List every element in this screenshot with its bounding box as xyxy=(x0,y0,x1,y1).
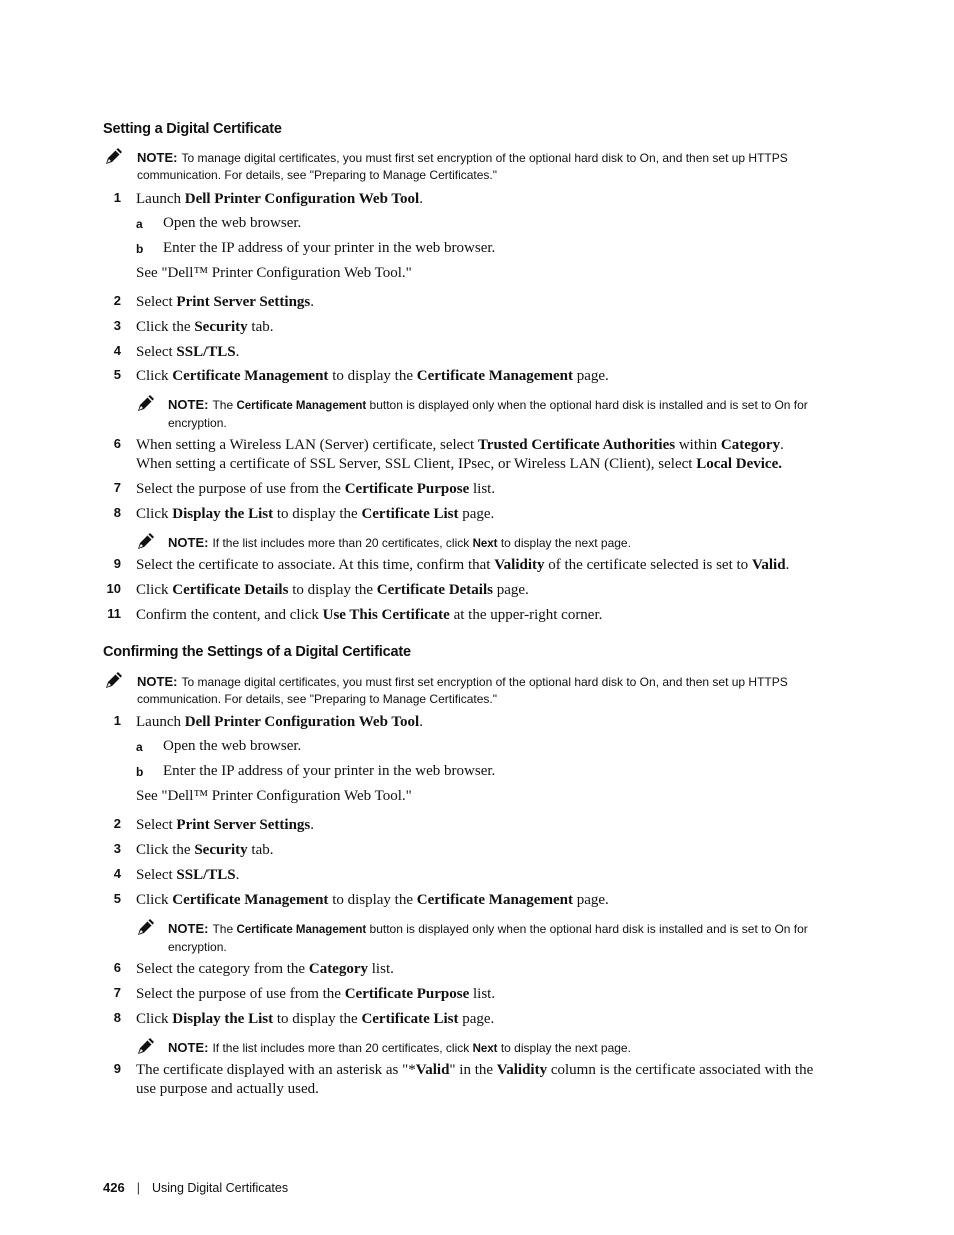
note: NOTE: If the list includes more than 20 certificates, click Next to display the next page. xyxy=(168,535,631,550)
step-text: Click Display the List to display the Certificate List page. xyxy=(136,506,495,522)
step-number: 10 xyxy=(106,581,121,596)
step-number: 1 xyxy=(113,713,121,728)
note-label: NOTE: xyxy=(168,1040,209,1055)
note-pencil-icon xyxy=(136,531,156,551)
step-item xyxy=(0,606,840,628)
step-text: Click Certificate Management to display the Certificate Management page. xyxy=(136,892,609,908)
substep-item xyxy=(0,215,840,237)
step-number: 2 xyxy=(113,293,121,308)
step-text: Confirm the content, and click Use This Certificate at the upper-right corner. xyxy=(136,607,603,623)
step-text: The certificate displayed with an asterisk as "*Valid" in the Validity column is the certificate associated with the use purpose and actually used. xyxy=(136,1062,814,1097)
note-pencil-icon xyxy=(136,1036,156,1056)
note-label: NOTE: xyxy=(137,150,178,165)
note-text: encryption. xyxy=(168,416,227,430)
substep-text: Enter the IP address of your printer in the web browser. xyxy=(163,240,496,256)
step-text: Select the certificate to associate. At this time, confirm that Validity of the certificate selected is set to Valid. xyxy=(136,557,790,573)
step-item xyxy=(0,985,840,1007)
step-item xyxy=(0,841,840,863)
note: NOTE: The Certificate Management button is displayed only when the optional hard disk is installed and is set to On for encryption. xyxy=(168,921,808,954)
step-item xyxy=(0,556,840,578)
step-number: 6 xyxy=(113,960,121,975)
note-text: To manage digital certificates, you must first set encryption of the optional hard disk to On, and then set up HTTPS xyxy=(181,675,788,689)
section-heading: Confirming the Settings of a Digital Certificate xyxy=(103,644,411,660)
note-text: communication. For details, see "Preparing to Manage Certificates." xyxy=(137,692,498,706)
substep-item xyxy=(0,763,840,785)
step-number: 7 xyxy=(113,985,121,1000)
substep-item xyxy=(0,240,840,262)
step-text: When setting a Wireless LAN (Server) certificate, select Trusted Certificate Authorities within Category. When setting a certificate of SSL Server, SSL Client, IPsec, or Wireless LAN (Client), select Local Device. xyxy=(136,437,784,472)
step-text: Select SSL/TLS. xyxy=(136,344,240,360)
note-pencil-icon xyxy=(136,393,156,413)
note-pencil-icon xyxy=(136,917,156,937)
section-heading: Setting a Digital Certificate xyxy=(103,121,282,137)
substep-text: Enter the IP address of your printer in the web browser. xyxy=(163,763,496,779)
step-text: Select SSL/TLS. xyxy=(136,867,240,883)
note: NOTE: If the list includes more than 20 certificates, click Next to display the next page. xyxy=(168,1040,631,1055)
substep-letter: b xyxy=(136,765,144,779)
step-item xyxy=(0,343,840,365)
note-label: NOTE: xyxy=(168,535,209,550)
step-number: 4 xyxy=(113,343,121,358)
step-text: Click the Security tab. xyxy=(136,842,274,858)
step-number: 7 xyxy=(113,480,121,495)
step-number: 8 xyxy=(113,1010,121,1025)
note-pencil-icon xyxy=(104,146,124,166)
step-number: 3 xyxy=(113,841,121,856)
step-text: Select the category from the Category list. xyxy=(136,961,394,977)
note-label: NOTE: xyxy=(168,397,209,412)
step-number: 8 xyxy=(113,505,121,520)
step-item xyxy=(0,318,840,340)
step-text: Click the Security tab. xyxy=(136,319,274,335)
step-item xyxy=(0,891,840,913)
step-item xyxy=(0,436,840,478)
note-text: encryption. xyxy=(168,940,227,954)
page-footer xyxy=(103,1180,288,1195)
step-item xyxy=(0,1061,840,1103)
step-item xyxy=(0,1010,840,1032)
note xyxy=(137,673,788,708)
step-item xyxy=(0,581,840,603)
step-item xyxy=(0,480,840,502)
substep-text: Open the web browser. xyxy=(163,738,302,754)
step-number: 1 xyxy=(113,190,121,205)
see-reference: See "Dell™ Printer Configuration Web Tool." xyxy=(136,265,412,281)
step-number: 9 xyxy=(113,556,121,571)
substep-letter: a xyxy=(136,740,143,754)
step-text: Select Print Server Settings. xyxy=(136,294,315,310)
step-number: 5 xyxy=(113,367,121,382)
step-item xyxy=(0,866,840,888)
step-text: Launch Dell Printer Configuration Web Tool. xyxy=(136,714,423,730)
step-number: 2 xyxy=(113,816,121,831)
step-text: Select Print Server Settings. xyxy=(136,817,315,833)
footer-separator: | xyxy=(136,1181,140,1195)
note: NOTE: The Certificate Management button is displayed only when the optional hard disk is installed and is set to On for encryption. xyxy=(168,397,808,430)
chapter-title: Using Digital Certificates xyxy=(151,1181,289,1195)
step-item xyxy=(0,190,840,212)
substep-letter: a xyxy=(136,217,143,231)
substep-text: Open the web browser. xyxy=(163,215,302,231)
step-number: 9 xyxy=(113,1061,121,1076)
step-text: Select the purpose of use from the Certificate Purpose list. xyxy=(136,986,496,1002)
substep-item xyxy=(0,738,840,760)
step-item xyxy=(0,505,840,527)
note-label: NOTE: xyxy=(168,921,209,936)
step-number: 5 xyxy=(113,891,121,906)
note-label: NOTE: xyxy=(137,674,178,689)
step-number: 6 xyxy=(113,436,121,451)
substep-letter: b xyxy=(136,242,144,256)
step-text: Select the purpose of use from the Certificate Purpose list. xyxy=(136,481,496,497)
step-item xyxy=(0,293,840,315)
step-item xyxy=(0,816,840,838)
step-item xyxy=(0,960,840,982)
step-text: Click Certificate Details to display the Certificate Details page. xyxy=(136,582,529,598)
see-reference: See "Dell™ Printer Configuration Web Tool." xyxy=(136,788,412,804)
step-item xyxy=(0,367,840,389)
step-text: Launch Dell Printer Configuration Web Tool. xyxy=(136,191,423,207)
step-item xyxy=(0,713,840,735)
note-pencil-icon xyxy=(104,670,124,690)
note-text: To manage digital certificates, you must first set encryption of the optional hard disk to On, and then set up HTTPS xyxy=(181,151,788,165)
step-number: 11 xyxy=(107,606,121,621)
note-text: communication. For details, see "Preparing to Manage Certificates." xyxy=(137,168,498,182)
step-text: Click Display the List to display the Certificate List page. xyxy=(136,1011,495,1027)
step-text: Click Certificate Management to display the Certificate Management page. xyxy=(136,368,609,384)
note xyxy=(137,149,788,184)
step-number: 3 xyxy=(113,318,121,333)
step-number: 4 xyxy=(113,866,121,881)
page-number: 426 xyxy=(103,1180,125,1195)
